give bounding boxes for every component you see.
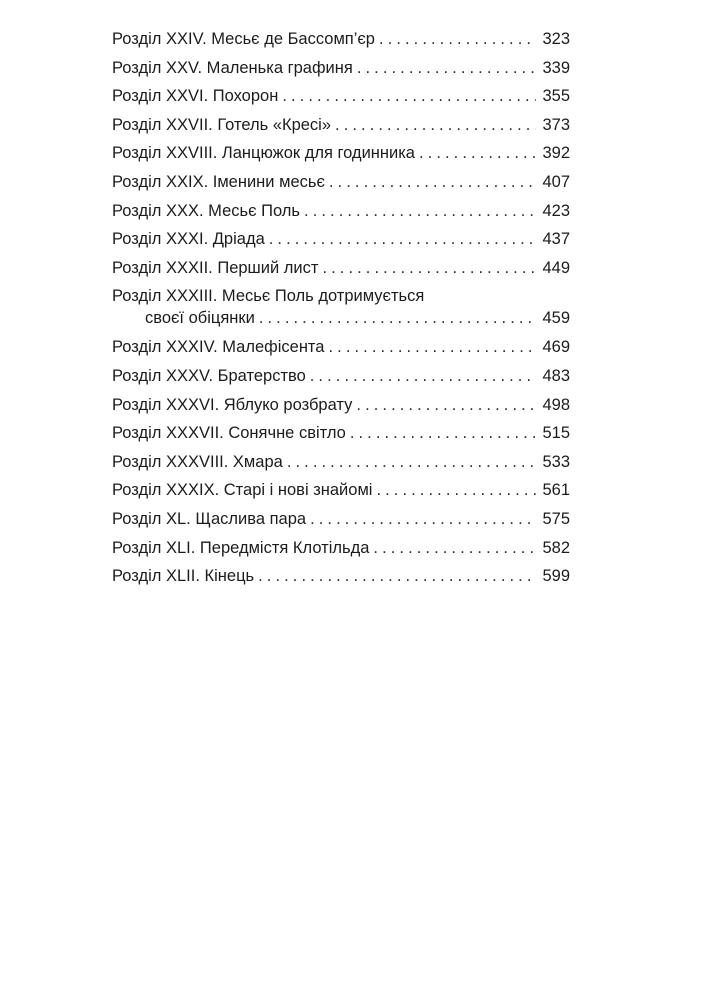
toc-entry [112,254,570,283]
page-number: 423 [542,201,570,220]
dot-leader [269,225,537,254]
toc-line [112,111,570,140]
dot-leader [373,534,536,563]
chapter-title: Розділ XLII. Кінець [112,567,255,586]
page-number: 449 [542,258,570,277]
toc-line [112,254,570,283]
page-number: 561 [542,481,570,500]
toc-line [112,476,570,505]
toc-line [112,505,570,534]
page-number: 323 [542,30,570,48]
page-number: 498 [542,395,570,414]
page-number: 575 [542,509,570,528]
chapter-title: Розділ XXIX. Іменини месьє [112,172,325,191]
page-number: 339 [542,58,570,77]
toc-entry [112,111,570,140]
dot-leader [357,54,537,83]
page-number: 469 [542,338,570,357]
dot-leader [328,333,536,362]
toc-entry [112,562,570,591]
page-number: 407 [542,172,570,191]
toc-entry [112,54,570,83]
page-number: 392 [542,144,570,163]
page-number: 515 [542,424,570,443]
toc-entry [112,476,570,505]
page-number: 355 [542,87,570,106]
toc-line [112,448,570,477]
dot-leader [335,111,536,140]
toc-entry [112,448,570,477]
toc-line [112,197,570,226]
chapter-title: Розділ XXXVI. Яблуко розбрату [112,395,353,414]
dot-leader [259,307,537,329]
toc-line [112,362,570,391]
chapter-title: Розділ XXVIII. Ланцюжок для годинника [112,144,415,163]
toc-line [112,534,570,563]
toc-line [112,225,570,254]
dot-leader [350,419,537,448]
chapter-title: Розділ XXVII. Готель «Кресі» [112,115,332,134]
toc-line [112,419,570,448]
chapter-title: Розділ XXIV. Месьє де Бассомп’єр [112,30,375,48]
chapter-title: Розділ XXXIX. Старі і нові знайомі [112,481,373,500]
dot-leader [356,391,536,420]
toc-line [112,168,570,197]
dot-leader [282,82,536,111]
chapter-title: Розділ XL. Щаслива пара [112,509,307,528]
toc-line [112,333,570,362]
dot-leader [287,448,537,477]
toc-entry [112,82,570,111]
toc-entry [112,419,570,448]
chapter-title: Розділ XXXI. Дріада [112,230,265,249]
chapter-title: Розділ XXXVIII. Хмара [112,452,283,471]
chapter-title: Розділ XXX. Месьє Поль [112,201,301,220]
dot-leader [329,168,537,197]
chapter-title: Розділ XXXIII. Месьє Поль дотримується [112,287,425,306]
toc-entry [112,197,570,226]
dot-leader [258,562,536,591]
toc-entry [112,225,570,254]
toc-line [112,562,570,591]
dot-leader [310,505,536,534]
toc-line [112,139,570,168]
toc-line [112,391,570,420]
page-number: 459 [542,309,570,328]
toc-line [112,285,570,307]
chapter-title: Розділ XXV. Маленька графиня [112,58,353,77]
page-number: 533 [542,452,570,471]
chapter-title: Розділ XXVI. Похорон [112,87,279,106]
page-number: 483 [542,366,570,385]
chapter-title: Розділ XXXII. Перший лист [112,258,319,277]
chapter-title: Розділ XLI. Передмістя Клотільда [112,538,370,557]
dot-leader [419,139,536,168]
chapter-title-continued: своєї обіцянки [145,309,255,328]
toc-entry [112,362,570,391]
toc-entry [112,333,570,362]
dot-leader [310,362,537,391]
dot-leader [379,25,536,54]
toc-entry [112,168,570,197]
page-number: 599 [542,567,570,586]
toc-line [112,25,570,54]
toc-entry [112,25,570,54]
dot-leader [304,197,536,226]
toc-entry [112,139,570,168]
toc-entry [112,285,570,329]
toc-line [112,54,570,83]
toc-line-continued [112,307,570,329]
page-number: 437 [542,230,570,249]
page-number: 582 [542,538,570,557]
toc-entry [112,505,570,534]
chapter-title: Розділ XXXV. Братерство [112,366,306,385]
dot-leader [376,476,536,505]
chapter-title: Розділ XXXVII. Сонячне світло [112,424,346,443]
toc-line [112,82,570,111]
toc-entry [112,534,570,563]
page-number: 373 [542,115,570,134]
table-of-contents [112,25,570,591]
dot-leader [322,254,536,283]
chapter-title: Розділ XXXIV. Малефісента [112,338,325,357]
toc-entry [112,391,570,420]
